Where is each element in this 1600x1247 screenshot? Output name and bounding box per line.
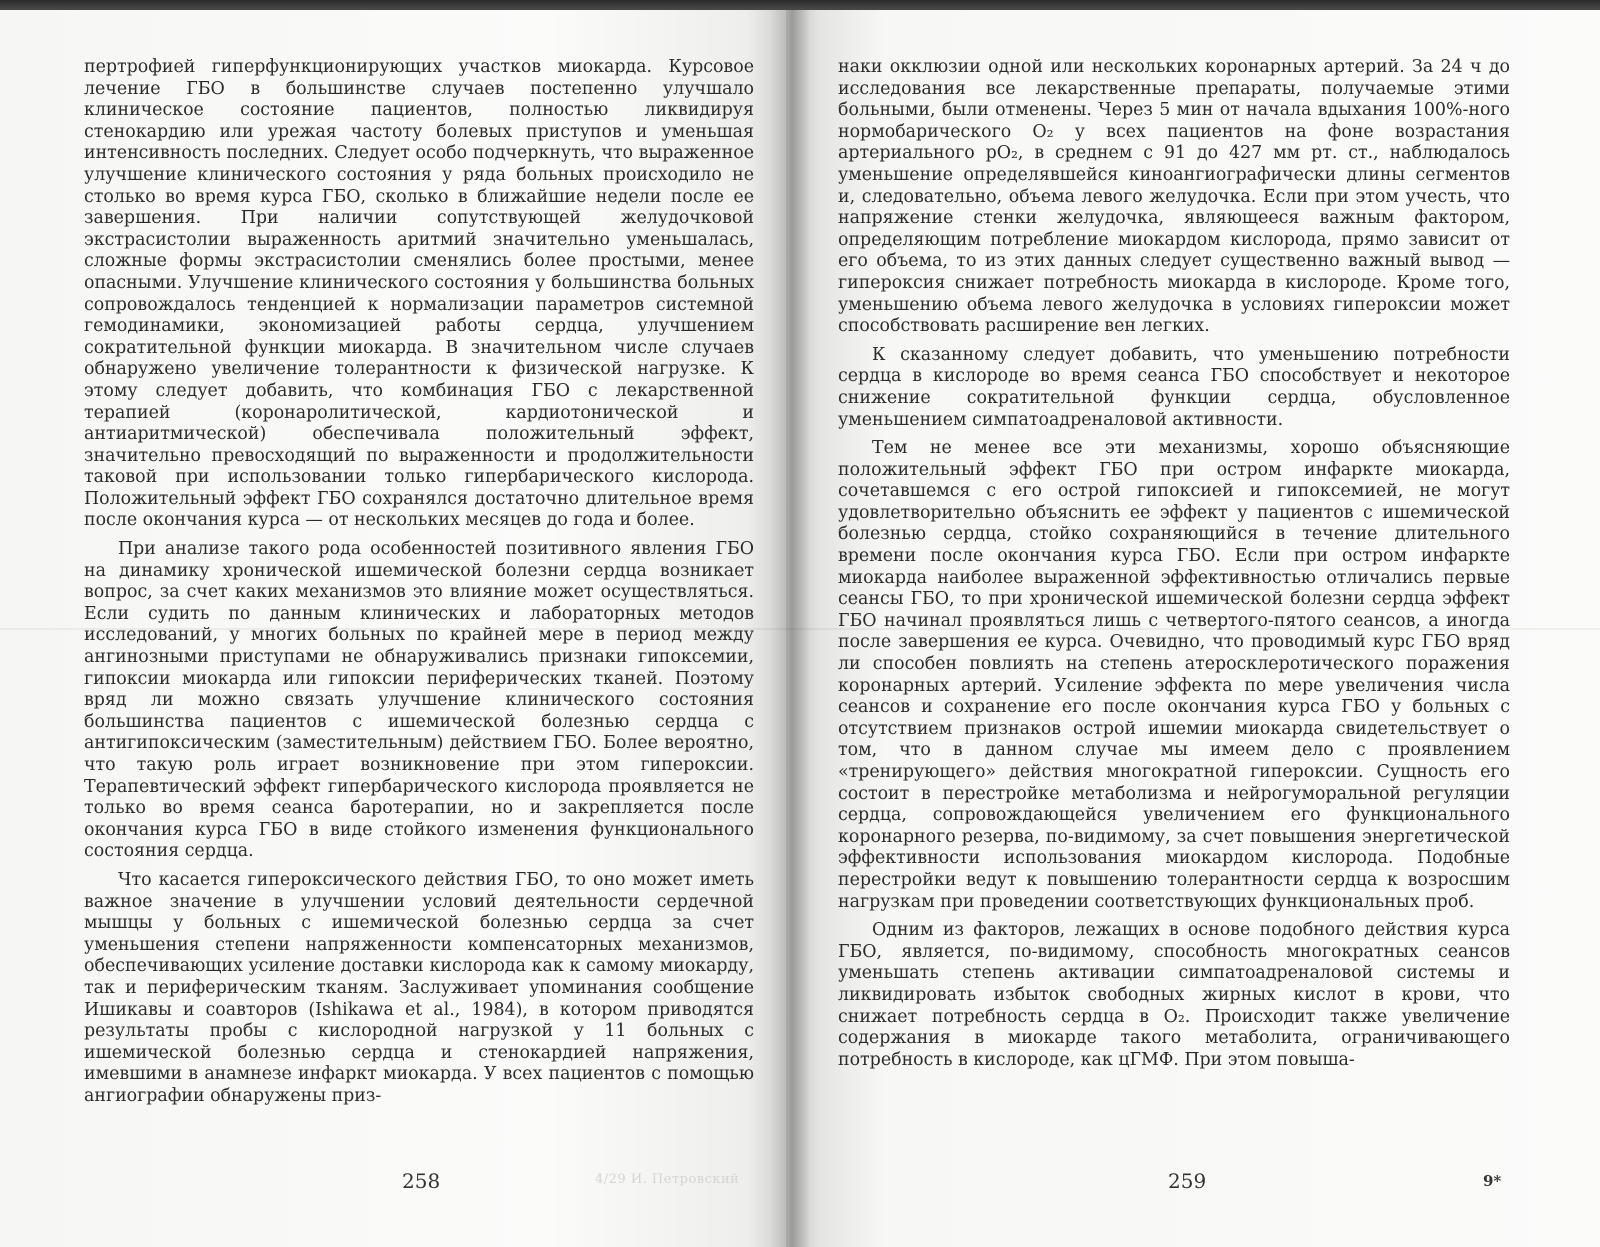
left-page-body — [84, 57, 754, 1115]
left-paragraph-2: При анализе такого рода особенностей позитивного явления ГБО на динамику хронической ишемической болезни сердца возникает вопрос, за счет каких механизмов это влияние может осуществляться. Если судить по данным клинических и лабораторных методов исследований, у многих больных по крайней мере в период между ангинозными приступами не обнаруживались признаки гипоксемии, гипоксии миокарда или гипоксии периферических тканей. Поэтому вряд ли можно связать улучшение клинического состояния большинства пациентов с ишемической болезнью сердца с антигипоксическим (заместительным) действием ГБО. Более вероятно, что такую роль играет возникновение при этом гипероксии. Терапевтический эффект гипербарического кислорода проявляется не только во время сеанса баротерапии, но и закрепляется после окончания курса ГБО в виде стойкого изменения функционального состояния сердца. — [84, 539, 754, 862]
left-paragraph-1: пертрофией гиперфункционирующих участков миокарда. Курсовое лечение ГБО в большинстве случаев постепенно улучшало клиническое состояние пациентов, полностью ликвидируя стенокардию или урежая частоту болевых приступов и уменьшая интенсивность последних. Следует особо подчеркнуть, что выраженное улучшение клинического состояния у ряда больных происходило не столько во время курса ГБО, сколько в ближайшие недели после ее завершения. При наличии сопутствующей желудочковой экстрасистолии выраженность аритмий значительно уменьшалась, сложные формы экстрасистолии сменялись более простыми, менее опасными. Улучшение клинического состояния у большинства больных сопровождалось тенденцией к нормализации параметров системной гемодинамики, экономизацией работы сердца, улучшением сократительной функции миокарда. В значительном числе случаев обнаружено увеличение толерантности к физической нагрузке. К этому следует добавить, что комбинация ГБО с лекарственной терапией (коронаролитической, кардиотонической и антиаритмической) обеспечивала положительный эффект, значительно превосходящий по выраженности и продолжительности таковой при использовании только гипербарического кислорода. Положительный эффект ГБО сохранялся достаточно длительное время после окончания курса — от нескольких месяцев до года и более. — [84, 57, 754, 531]
scan-fold-line — [0, 628, 1600, 630]
right-page-number: 259 — [1168, 1169, 1207, 1193]
scan-top-edge — [0, 0, 1600, 10]
signature-mark: 9* — [1483, 1172, 1502, 1190]
right-paragraph-4: Одним из факторов, лежащих в основе подобного действия курса ГБО, является, по-видимому, способность многократных сеансов уменьшать степень активации симпатоадреналовой системы и ликвидировать избыток свободных жирных кислот в крови, что снижает потребность сердца в O₂. Происходит также увеличение содержания в миокарде такого метаболита, ограничивающего потребность в кислороде, как цГМФ. При этом повыша- — [838, 920, 1510, 1070]
right-paragraph-3: Тем не менее все эти механизмы, хорошо объясняющие положительный эффект ГБО при остром инфаркте миокарда, сочетавшемся с его острой гипоксией и гипоксемией, не могут удовлетворительно объяснить ее эффект у пациентов с ишемической болезнью сердца, стойко сохраняющийся в течение длительного времени после окончания курса ГБО. Если при остром инфаркте миокарда наиболее выраженной эффективностью отличались первые сеансы ГБО, то при хронической ишемической болезни сердца эффект ГБО начинал проявляться лишь с четвертого-пятого сеансов, а иногда после завершения ее курса. Очевидно, что проводимый курс ГБО вряд ли способен повлиять на степень атеросклеротического поражения коронарных артерий. Усиление эффекта по мере увеличения числа сеансов и сохранение его после окончания курса ГБО у больных с отсутствием признаков острой ишемии миокарда свидетельствует о том, что в данном случае мы имеем дело с проявлением «тренирующего» действия многократной гипероксии. Сущность его состоит в перестройке метаболизма и нейрогуморальной регуляции сердца, сопровождающейся увеличением его функционального коронарного резерва, по-видимому, за счет повышения энергетической эффективности использования миокардом кислорода. Подобные перестройки ведут к повышению толерантности сердца к возросшим нагрузкам при проведении соответствующих функциональных проб. — [838, 438, 1510, 912]
left-paragraph-3: Что касается гипероксического действия ГБО, то оно может иметь важное значение в улучшении условий деятельности сердечной мышцы у больных с ишемической болезнью сердца за счет уменьшения степени напряженности компенсаторных механизмов, обеспечивающих усиление доставки кислорода как к самому миокарду, так и периферическим тканям. Заслуживает упоминания сообщение Ишикавы и соавторов (Ishikawa et al., 1984), в котором приводятся результаты пробы с кислородной нагрузкой у 11 больных с ишемической болезнью сердца и стенокардией напряжения, имевшими в анамнезе инфаркт миокарда. У всех пациентов с помощью ангиографии обнаружены приз- — [84, 869, 754, 1106]
bleed-through-text: 4/29 И. Петровский — [595, 1172, 740, 1187]
right-paragraph-1: наки окклюзии одной или нескольких коронарных артерий. За 24 ч до исследования все лекарственные препараты, получаемые этими больными, были отменены. Через 5 мин от начала вдыхания 100%-ного нормобарического O₂ у всех пациентов на фоне возрастания артериального pO₂, в среднем с 91 до 427 мм рт. ст., наблюдалось уменьшение определявшейся киноангиографически длины сегментов и, следовательно, объема левого желудочка. Если при этом учесть, что напряжение стенки желудочка, являющееся важным фактором, определяющим потребление миокардом кислорода, прямо зависит от его объема, то из этих данных следует существенно важный вывод — гипероксия снижает потребность миокарда в кислороде. Кроме того, уменьшению объема левого желудочка в условиях гипероксии может способствовать расширение вен легких. — [838, 57, 1510, 337]
right-paragraph-2: К сказанному следует добавить, что уменьшению потребности сердца в кислороде во время сеанса ГБО способствует и некоторое снижение сократительной функции сердца, обусловленное уменьшением симпатоадреналовой активности. — [838, 344, 1510, 430]
left-page-number: 258 — [402, 1169, 441, 1193]
right-page-body — [838, 57, 1510, 1078]
